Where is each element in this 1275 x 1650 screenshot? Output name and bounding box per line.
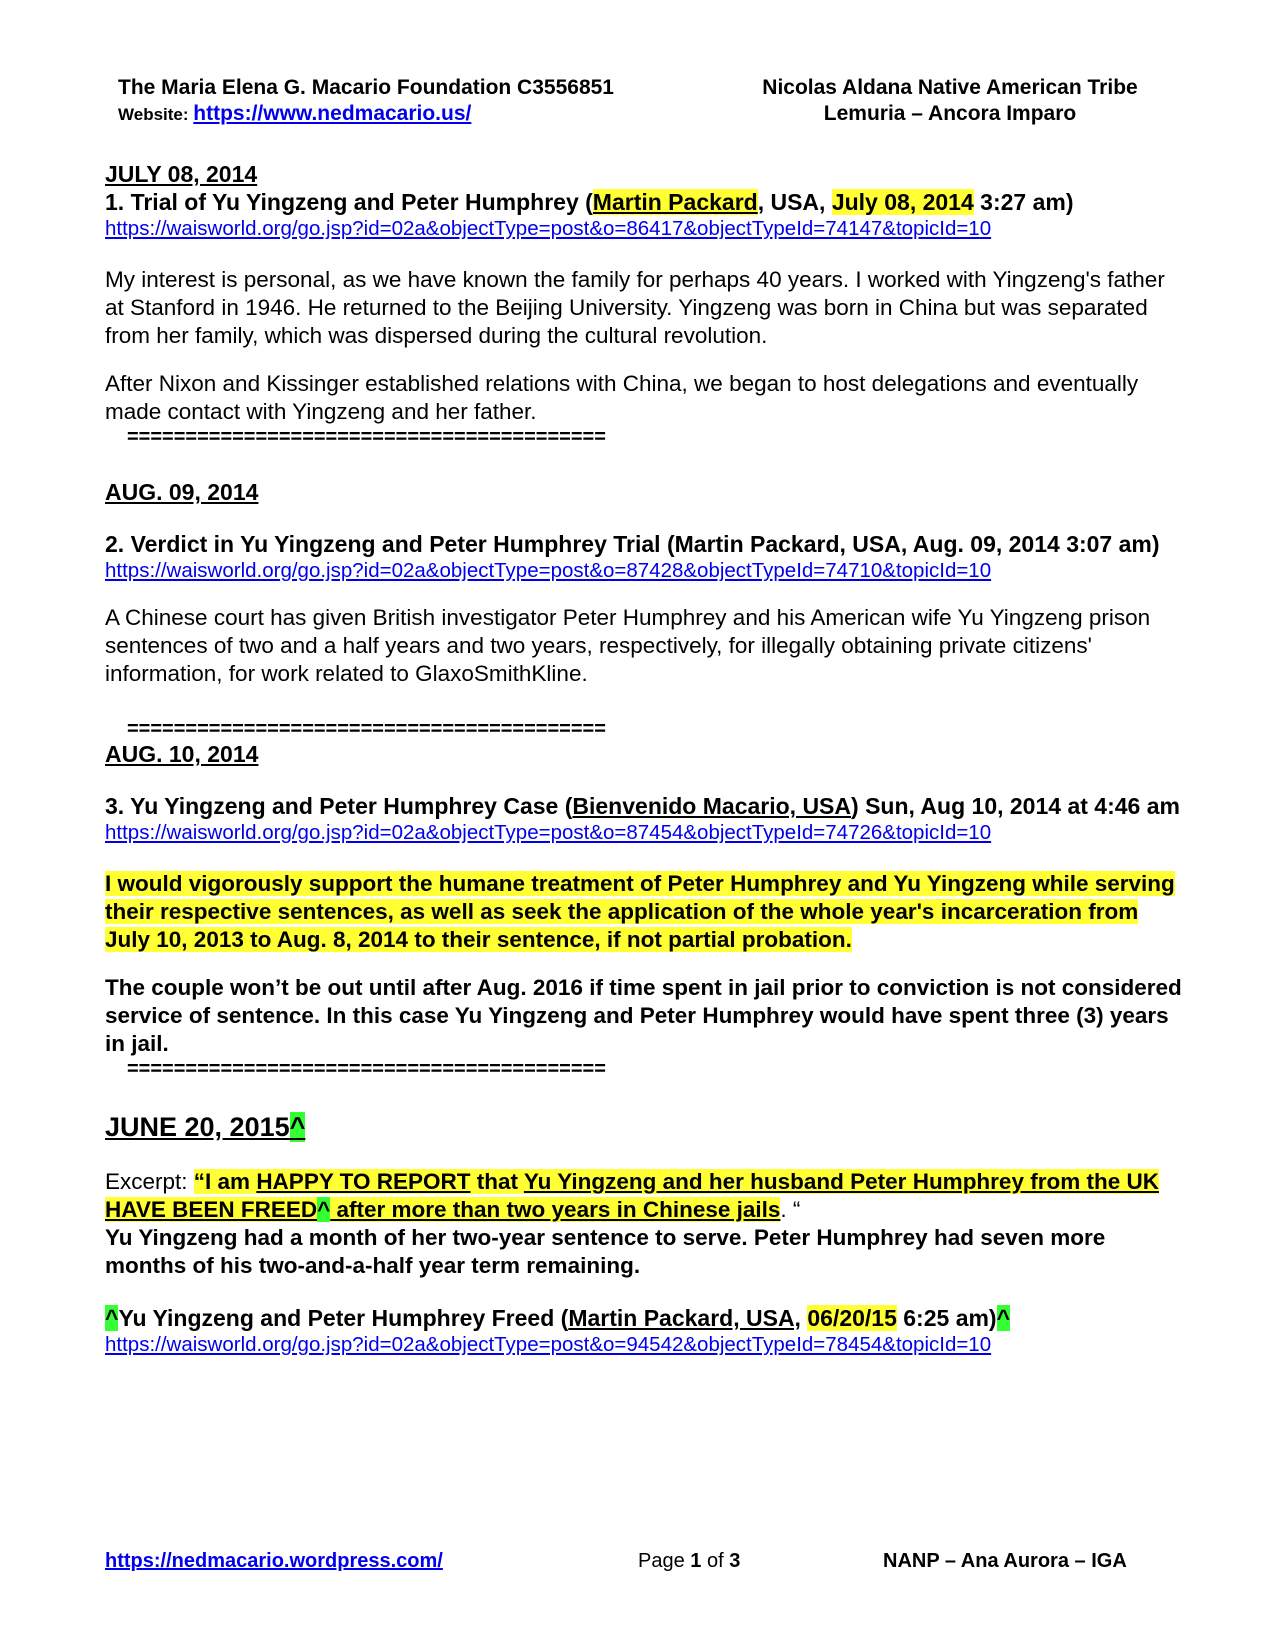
section-1-paragraph-2: After Nixon and Kissinger established relations with China, we began to host delegations and eventually made contact with Yingzeng and her father. (105, 371, 1139, 424)
section-3-link[interactable]: https://waisworld.org/go.jsp?id=02a&objectType=post&o=87454&objectTypeId=74726&topicId=10 (105, 821, 992, 844)
section-1-date: JULY 08, 2014 (105, 161, 258, 187)
section-4-paragraph-2: Yu Yingzeng had a month of her two-year sentence to serve. Peter Humphrey had seven more months of his two-and-a-half year term remaining. (105, 1225, 1106, 1278)
tribe-subtitle: Lemuria – Ancora Imparo (823, 102, 1077, 125)
header-right (735, 75, 1165, 127)
title-text: 3. Yu Yingzeng and Peter Humphrey Case ( (105, 793, 573, 819)
section-3-title (105, 792, 1185, 820)
footer-left (105, 1548, 443, 1574)
website-link[interactable]: https://www.nedmacario.us/ (193, 102, 472, 125)
separator: ========================================= (127, 426, 606, 448)
highlighted-text: Yu Yingzeng and her husband Peter Humphrey from the UK HAVE BEEN FREED (105, 1169, 1159, 1222)
website-label: Website: (118, 105, 194, 124)
caret-marker: ^ (105, 1305, 119, 1331)
section-1-paragraph-1: My interest is personal, as we have known the family for perhaps 40 years. I worked with Yingzeng's father at Stanford in 1946. He returned to the Beijing University. Yingzeng was born in China but was separated from her family, which was dispersed during the cultural revolution. (105, 267, 1165, 348)
post-date: 06/20/15 (807, 1305, 897, 1331)
author-name: Martin Packard, USA, (568, 1305, 801, 1331)
highlighted-text: that (470, 1169, 524, 1194)
foundation-name: The Maria Elena G. Macario Foundation C3556851 (118, 76, 614, 99)
section-4-excerpt (105, 1168, 1185, 1224)
website-line (118, 101, 614, 128)
current-page: 1 (690, 1550, 702, 1572)
section-3-paragraph-1 (105, 870, 1185, 954)
caret-marker: ^ (996, 1305, 1011, 1331)
total-pages: 3 (729, 1550, 741, 1572)
separator: ========================================= (127, 718, 606, 740)
post-date: July 08, 2014 (831, 189, 974, 215)
section-3-paragraph-2: The couple won’t be out until after Aug. 2016 if time spent in jail prior to conviction is not considered service of sentence. In this case Yu Yingzeng and Peter Humphrey would have spent three (3) years in jail. (105, 975, 1182, 1056)
section-1-link[interactable]: https://waisworld.org/go.jsp?id=02a&objectType=post&o=86417&objectTypeId=74147&topicId=10 (105, 217, 992, 240)
excerpt-label: Excerpt: (105, 1169, 194, 1194)
page-label: Page (638, 1550, 691, 1572)
section-3-date: AUG. 10, 2014 (105, 741, 259, 767)
author-name: Martin Packard (592, 189, 758, 215)
date-text: JUNE 20, 2015 (105, 1112, 290, 1142)
blog-link[interactable]: https://nedmacario.wordpress.com/ (105, 1550, 443, 1572)
header-left (118, 75, 614, 128)
section-2-title: 2. Verdict in Yu Yingzeng and Peter Humphrey Trial (Martin Packard, USA, Aug. 09, 2014 3:07 am) (105, 531, 1160, 557)
title-text: 3:27 am) (973, 189, 1074, 215)
title-text: , USA, (757, 189, 832, 215)
highlighted-text: after more than two years in Chinese jails (330, 1197, 781, 1222)
tribe-name: Nicolas Aldana Native American Tribe (762, 76, 1138, 99)
title-text: 6:25 am) (896, 1305, 997, 1331)
quote-close: . “ (780, 1197, 801, 1222)
page-of: of (701, 1550, 730, 1572)
caret-marker: ^ (289, 1112, 306, 1142)
section-4-title (105, 1304, 1185, 1332)
title-text: 1. Trial of Yu Yingzeng and Peter Humphrey ( (105, 189, 593, 215)
section-2-paragraph-1: A Chinese court has given British investigator Peter Humphrey and his American wife Yu Yingzeng prison sentences of two and a half years and two years, respectively, for illegally obtaining private citizens' information, for work related to GlaxoSmithKline. (105, 605, 1151, 686)
caret-marker: ^ (317, 1197, 331, 1222)
footer-right: NANP – Ana Aurora – IGA (883, 1550, 1127, 1572)
main-content (105, 160, 1185, 1358)
page-number (638, 1548, 740, 1574)
section-4-link[interactable]: https://waisworld.org/go.jsp?id=02a&objectType=post&o=94542&objectTypeId=78454&topicId=10 (105, 1333, 992, 1356)
highlighted-text: HAPPY TO REPORT (256, 1169, 471, 1194)
section-2-date: AUG. 09, 2014 (105, 479, 259, 505)
section-2-link[interactable]: https://waisworld.org/go.jsp?id=02a&objectType=post&o=87428&objectTypeId=74710&topicId=10 (105, 559, 992, 582)
section-1-title (105, 188, 1185, 216)
author-name: Bienvenido Macario, USA (572, 793, 852, 819)
section-4-date (105, 1110, 1185, 1144)
separator: ========================================= (127, 1058, 606, 1080)
title-text: ) Sun, Aug 10, 2014 at 4:46 am (851, 793, 1180, 819)
title-text: Yu Yingzeng and Peter Humphrey Freed ( (118, 1305, 569, 1331)
highlighted-text: I would vigorously support the humane treatment of Peter Humphrey and Yu Yingzeng while serving their respective sentences, as well as seek the application of the whole year's incarceration from July 10, 2013 to Aug. 8, 2014 to their sentence, if not partial probation. (105, 871, 1175, 952)
highlighted-text: “I am (193, 1169, 257, 1194)
